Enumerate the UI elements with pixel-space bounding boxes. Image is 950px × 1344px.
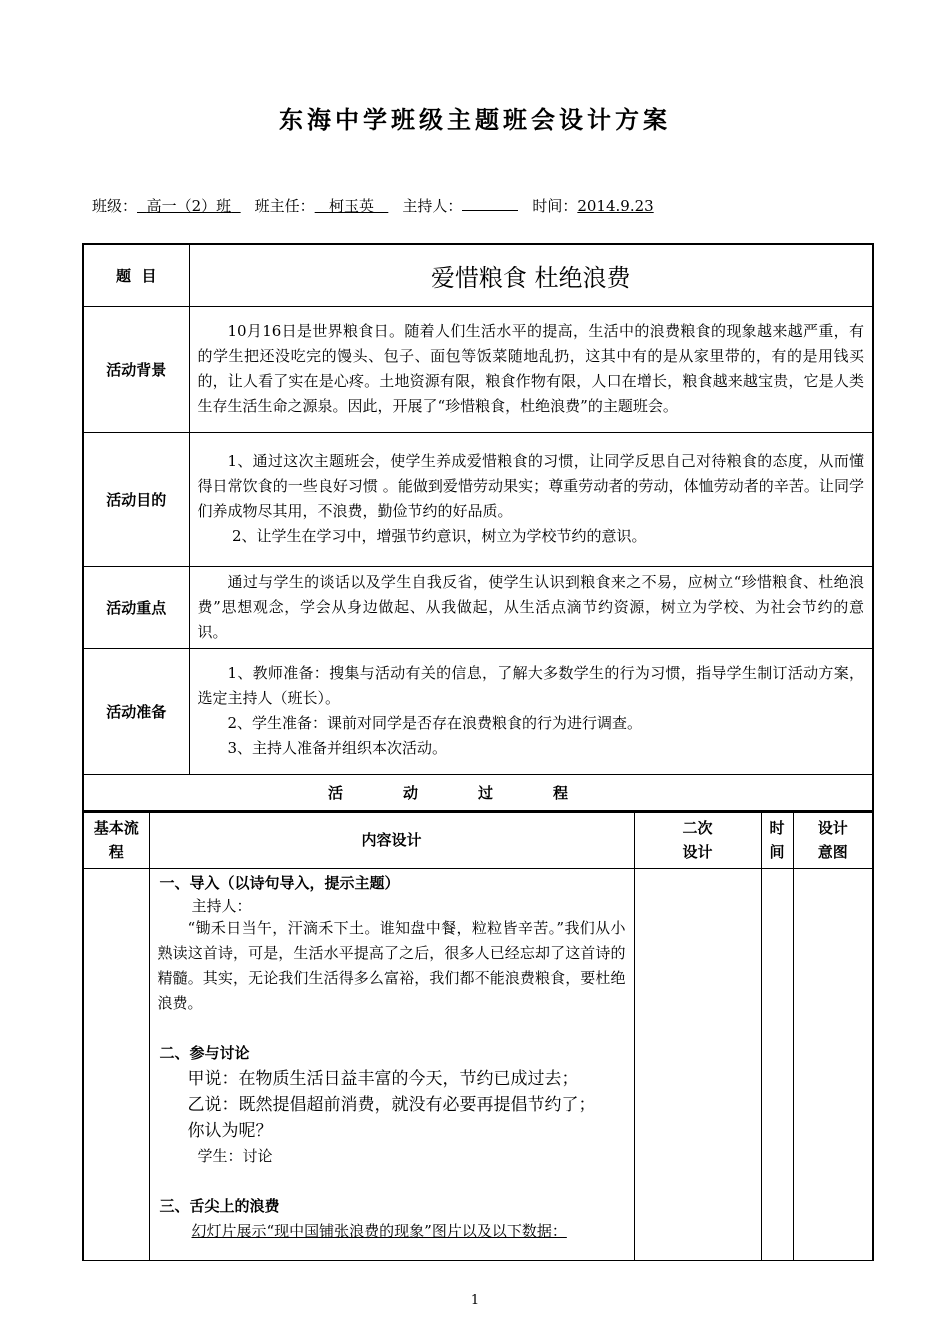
purpose-row <box>83 432 873 566</box>
purpose-label: 活动目的 <box>83 432 189 566</box>
focus-cell <box>189 566 873 648</box>
section2-line1: 甲说：在物质生活日益丰富的今天，节约已成过去； <box>187 1069 579 1089</box>
header-basic-flow: 基本流程 <box>83 811 149 869</box>
process-title-row <box>83 774 873 812</box>
preparation-p2: 2、学生准备：课前对同学是否存在浪费粮食的行为进行调查。 <box>227 714 643 732</box>
header-time: 时间 <box>761 811 793 869</box>
process-content-row <box>83 869 873 1261</box>
purpose-p2: 2、让学生在学习中，增强节约意识，树立为学校节约的意识。 <box>232 527 647 545</box>
purpose-cell <box>189 432 873 566</box>
background-label: 活动背景 <box>83 306 189 432</box>
focus-label: 活动重点 <box>83 566 189 648</box>
section2-line4: 学生：讨论 <box>197 1147 273 1165</box>
topic-label: 题 目 <box>83 244 189 306</box>
header-design-intent: 设计意图 <box>793 811 873 869</box>
section3-line1: 幻灯片展示“现中国铺张浪费的现象”图片以及以下数据： <box>191 1222 567 1240</box>
process-title: 活动过程 <box>83 774 873 812</box>
preparation-row <box>83 648 873 774</box>
section2-line3: 你认为呢？ <box>187 1121 273 1141</box>
teacher-label: 班主任： <box>254 197 315 215</box>
preparation-p3: 3、主持人准备并组织本次活动。 <box>227 739 448 757</box>
focus-text: 通过与学生的谈话以及学生自我反省，使学生认识到粮食来之不易，应树立“珍惜粮食、杜绝浪费”思想观念，学会从身边做起、从我做起，从生活点滴节约资源，树立为学校、为社会节约的意识。 <box>197 572 864 641</box>
flow-cell <box>83 869 149 1261</box>
header-content-design: 内容设计 <box>149 811 634 869</box>
process-header-row <box>83 811 873 869</box>
section2-line2: 乙说：既然提倡超前消费，就没有必要再提倡节约了； <box>187 1095 596 1115</box>
preparation-label: 活动准备 <box>83 648 189 774</box>
content-cell <box>149 869 634 1261</box>
time-value: 2014.9.23 <box>577 197 654 215</box>
preparation-cell <box>189 648 873 774</box>
focus-row <box>83 566 873 648</box>
section3-heading: 三、舌尖上的浪费 <box>159 1197 280 1215</box>
class-label: 班级： <box>92 197 138 215</box>
document-title: 东海中学班级主题班会设计方案 <box>279 105 671 134</box>
process-table <box>82 810 874 1261</box>
design-intent-cell <box>793 869 873 1261</box>
header-second-design: 二次设计 <box>634 811 761 869</box>
background-text: 10月16日是世界粮食日。随着人们生活水平的提高，生活中的浪费粮食的现象越来越严重，有的学生把还没吃完的馒头、包子、面包等饭菜随地乱扔，这其中有的是从家里带的，有的是用钱买的，让人看了实在是心疼。土地资源有限，粮食作物有限，人口在增长，粮食越来越宝贵，它是人类生存生活生命之源泉。因此，开展了“珍惜粮食，杜绝浪费”的主题班会。 <box>197 322 864 415</box>
background-row <box>83 306 873 432</box>
background-cell <box>189 306 873 432</box>
topic-row <box>83 244 873 306</box>
page-number: 1 <box>470 1293 480 1308</box>
info-line <box>92 195 654 216</box>
second-design-cell <box>634 869 761 1261</box>
plan-table <box>82 243 874 813</box>
time-label: 时间： <box>532 197 578 215</box>
teacher-value: 柯玉英 <box>328 197 374 215</box>
purpose-p1: 1、通过这次主题班会，使学生养成爱惜粮食的习惯，让同学反思自己对待粮食的态度，从而懂得日常饮食的一些良好习惯 。能做到爱惜劳动果实；尊重劳动者的劳动，体恤劳动者的辛苦。让同学们养成物尽其用，不浪费，勤俭节约的好品质。 <box>197 452 864 520</box>
class-value: 高一（2）班 <box>146 197 232 215</box>
section1-text: “锄禾日当午，汗滴禾下土。谁知盘中餐，粒粒皆辛苦。”我们从小熟读这首诗，可是，生活水平提高了之后，很多人已经忘却了这首诗的精髓。其实，无论我们生活得多么富裕，我们都不能浪费粮食，要杜绝浪费。 <box>157 919 626 1012</box>
preparation-p1: 1、教师准备：搜集与活动有关的信息，了解大多数学生的行为习惯，指导学生制订活动方案，选定主持人（班长）。 <box>197 664 864 707</box>
host-label: 主持人： <box>402 197 463 215</box>
time-cell <box>761 869 793 1261</box>
section1-host: 主持人： <box>191 897 252 915</box>
topic-value: 爱惜粮食 杜绝浪费 <box>189 244 873 306</box>
host-blank <box>462 196 518 211</box>
section1-heading: 一、导入（以诗句导入，提示主题） <box>159 874 400 892</box>
section2-heading: 二、参与讨论 <box>159 1044 250 1062</box>
